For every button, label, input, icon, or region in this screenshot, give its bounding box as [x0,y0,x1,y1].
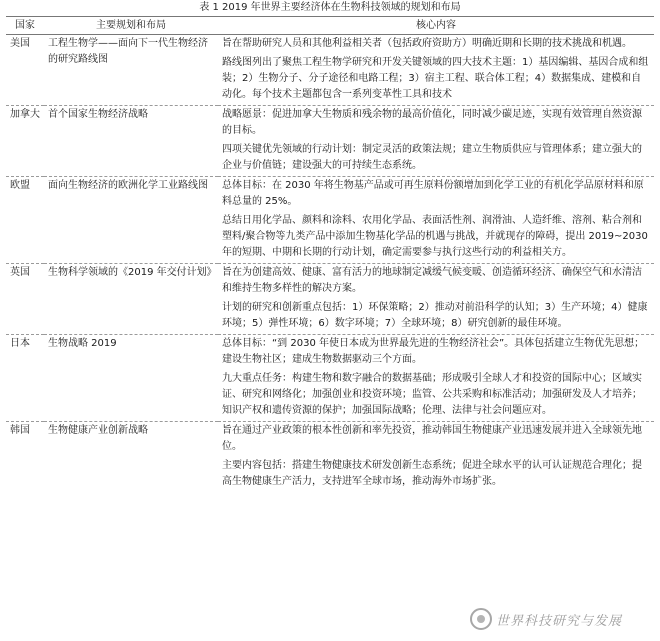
country-cell: 日本 [6,335,44,422]
journal-logo-icon [470,608,492,630]
content-paragraph: 路线图列出了聚焦工程生物学研究和开发关键领域的四大技术主题：1）基因编辑、基因合成和组装；2）生物分子、分子途径和电路工程；3）宿主工程、联合体工程；4）数据集成、建模和自动化。每个技术主题都包含一系列变革性工具和技术 [222,57,649,100]
country-cell: 美国 [6,35,44,106]
content-cell [218,335,654,422]
plan-cell: 生物科学领域的《2019 年交付计划》 [44,264,218,335]
table-row [6,177,654,264]
content-cell [218,177,654,264]
watermark [470,606,655,632]
content-paragraph: 战略愿景：促进加拿大生物质和残余物的最高价值化，同时减少碳足迹，实现有效管理自然资源的目标。 [222,109,642,136]
table-caption: 表 1 2019 年世界主要经济体在生物科技领域的规划和布局 [199,2,461,13]
header-country: 国家 [6,17,44,35]
content-cell [218,264,654,335]
table-row [6,264,654,335]
content-paragraph: 旨在通过产业政策的根本性创新和率先投资，推动韩国生物健康产业迅速发展并进入全球领先地位。 [222,425,642,452]
content-paragraph: 四项关键优先领域的行动计划：制定灵活的政策法规；建立生物质供应与管理体系；建立强大的企业与价值链；建设强大的可持续生态系统。 [222,144,642,171]
table-row [6,335,654,422]
table-header-row [6,17,654,35]
country-cell: 欧盟 [6,177,44,264]
table-body [6,35,654,493]
table-row [6,106,654,177]
plan-cell: 生物战略 2019 [44,335,218,422]
content-cell [218,422,654,493]
country-cell: 韩国 [10,425,30,436]
content-cell [218,35,654,106]
content-paragraph: 总体目标：“到 2030 年使日本成为世界最先进的生物经济社会”。具体包括建立生物优先思想；建设生物社区；建成生物数据驱动三个方面。 [222,338,645,365]
content-paragraph: 主要内容包括：搭建生物健康技术研发创新生态系统；促进全球水平的认可认证规范合理化；提高生物健康生产活力，支持进军全球市场，推动海外市场扩张。 [222,460,642,487]
content-paragraph: 九大重点任务：构建生物和数字融合的数据基础；形成吸引全球人才和投资的国际中心；区域实证、研究和网络化；加强创业和投资环境；监管、公共采购和标准活动；加强研发及人才培养；知识产权和遗传资源的保护；加强国际战略；伦理、法律与社会问题应对。 [222,373,642,416]
table-row [6,422,654,493]
plan-cell: 生物健康产业创新战略 [48,425,148,436]
country-cell: 加拿大 [6,106,44,177]
country-cell: 英国 [6,264,44,335]
watermark-text: 世界科技研究与发展 [496,613,623,629]
content-paragraph: 旨在帮助研究人员和其他利益相关者（包括政府资助方）明确近期和长期的技术挑战和机遇。 [222,38,632,49]
plan-cell: 首个国家生物经济战略 [44,106,218,177]
content-paragraph: 旨在为创建高效、健康、富有活力的地球制定减缓气候变暖、创造循环经济、确保空气和水清洁和维持生物多样性的解决方案。 [222,267,642,294]
content-cell [218,106,654,177]
content-paragraph: 总结日用化学品、颜料和涂料、农用化学品、表面活性剂、润滑油、人造纤维、溶剂、粘合剂和塑料/聚合物等九类产品中添加生物基化学品的机遇与挑战，并就现存的障碍，提出 2019~2030 年的短期、中期和长期的行动计划，确定需要参与执行这些行动的利益相关方。 [222,215,648,258]
table-row [6,35,654,106]
content-paragraph: 总体目标：在 2030 年将生物基产品或可再生原料份额增加到化学工业的有机化学品原材料和原料总量的 25%。 [222,180,644,207]
header-plan: 主要规划和布局 [44,17,218,35]
plan-cell: 面向生物经济的欧洲化学工业路线图 [44,177,218,264]
header-content: 核心内容 [218,17,654,35]
content-paragraph: 计划的研究和创新重点包括：1）环保策略；2）推动对前沿科学的认知；3）生产环境；4）健康环境；5）弹性环境；6）数字环境；7）全球环境；8）研究创新的最佳环境。 [222,302,648,329]
policy-table [6,16,654,492]
plan-cell: 工程生物学——面向下一代生物经济的研究路线图 [44,35,218,106]
